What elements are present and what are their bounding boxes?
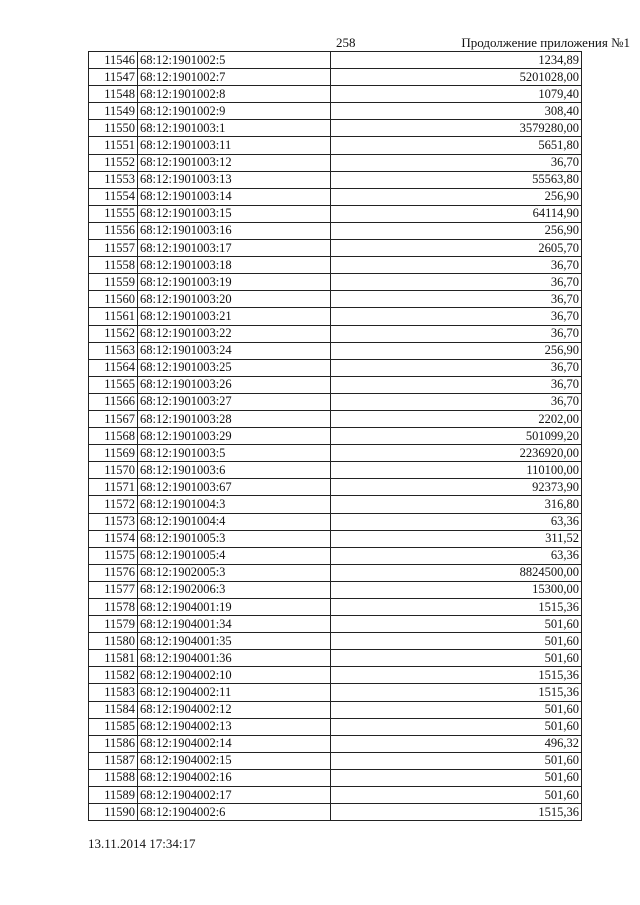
row-number-cell: 11589 xyxy=(89,787,138,804)
table-row xyxy=(89,701,582,718)
value-cell: 501,60 xyxy=(331,633,582,650)
table-row xyxy=(89,735,582,752)
value-cell: 36,70 xyxy=(331,393,582,410)
table-row xyxy=(89,650,582,667)
value-cell: 36,70 xyxy=(331,154,582,171)
value-cell: 36,70 xyxy=(331,325,582,342)
row-number-cell: 11555 xyxy=(89,205,138,222)
table-row xyxy=(89,86,582,103)
page-number: 258 xyxy=(336,35,356,50)
table-row xyxy=(89,633,582,650)
cadastral-number-cell: 68:12:1901002:8 xyxy=(138,86,331,103)
cadastral-number-cell: 68:12:1904002:10 xyxy=(138,667,331,684)
row-number-cell: 11571 xyxy=(89,479,138,496)
value-cell: 496,32 xyxy=(331,735,582,752)
row-number-cell: 11564 xyxy=(89,359,138,376)
row-number-cell: 11580 xyxy=(89,633,138,650)
cadastral-number-cell: 68:12:1901003:67 xyxy=(138,479,331,496)
cadastral-number-cell: 68:12:1901003:17 xyxy=(138,240,331,257)
cadastral-number-cell: 68:12:1901003:11 xyxy=(138,137,331,154)
cadastral-number-cell: 68:12:1904001:35 xyxy=(138,633,331,650)
row-number-cell: 11552 xyxy=(89,154,138,171)
table-row xyxy=(89,188,582,205)
cadastral-number-cell: 68:12:1901003:14 xyxy=(138,188,331,205)
row-number-cell: 11577 xyxy=(89,581,138,598)
cadastral-number-cell: 68:12:1901003:6 xyxy=(138,462,331,479)
cadastral-number-cell: 68:12:1901003:21 xyxy=(138,308,331,325)
table-row xyxy=(89,257,582,274)
row-number-cell: 11572 xyxy=(89,496,138,513)
row-number-cell: 11585 xyxy=(89,718,138,735)
cadastral-number-cell: 68:12:1901003:29 xyxy=(138,428,331,445)
table-row xyxy=(89,137,582,154)
value-cell: 2202,00 xyxy=(331,410,582,427)
table-row xyxy=(89,479,582,496)
cadastral-number-cell: 68:12:1904002:14 xyxy=(138,735,331,752)
cadastral-number-cell: 68:12:1901003:26 xyxy=(138,376,331,393)
cadastral-number-cell: 68:12:1901004:3 xyxy=(138,496,331,513)
cadastral-number-cell: 68:12:1901003:18 xyxy=(138,257,331,274)
row-number-cell: 11575 xyxy=(89,547,138,564)
value-cell: 36,70 xyxy=(331,308,582,325)
value-cell: 501,60 xyxy=(331,752,582,769)
value-cell: 501,60 xyxy=(331,769,582,786)
table-row xyxy=(89,205,582,222)
cadastral-number-cell: 68:12:1901003:16 xyxy=(138,222,331,239)
table-row xyxy=(89,342,582,359)
cadastral-number-cell: 68:12:1901003:27 xyxy=(138,393,331,410)
value-cell: 256,90 xyxy=(331,342,582,359)
row-number-cell: 11567 xyxy=(89,410,138,427)
cadastral-number-cell: 68:12:1901003:24 xyxy=(138,342,331,359)
cadastral-number-cell: 68:12:1901003:5 xyxy=(138,445,331,462)
value-cell: 5201028,00 xyxy=(331,69,582,86)
cadastral-number-cell: 68:12:1901003:28 xyxy=(138,410,331,427)
table-row xyxy=(89,120,582,137)
row-number-cell: 11568 xyxy=(89,428,138,445)
cadastral-number-cell: 68:12:1901005:3 xyxy=(138,530,331,547)
cadastral-number-cell: 68:12:1901005:4 xyxy=(138,547,331,564)
cadastral-number-cell: 68:12:1904001:36 xyxy=(138,650,331,667)
cadastral-number-cell: 68:12:1901003:25 xyxy=(138,359,331,376)
row-number-cell: 11549 xyxy=(89,103,138,120)
value-cell: 63,36 xyxy=(331,547,582,564)
value-cell: 256,90 xyxy=(331,188,582,205)
row-number-cell: 11562 xyxy=(89,325,138,342)
table-row xyxy=(89,393,582,410)
table-row xyxy=(89,752,582,769)
value-cell: 5651,80 xyxy=(331,137,582,154)
page-header-title: Продолжение приложения №1 xyxy=(461,35,630,50)
row-number-cell: 11584 xyxy=(89,701,138,718)
table-row xyxy=(89,428,582,445)
table-row xyxy=(89,547,582,564)
value-cell: 501,60 xyxy=(331,701,582,718)
cadastral-number-cell: 68:12:1901003:20 xyxy=(138,291,331,308)
value-cell: 501,60 xyxy=(331,787,582,804)
row-number-cell: 11548 xyxy=(89,86,138,103)
row-number-cell: 11550 xyxy=(89,120,138,137)
table-row xyxy=(89,69,582,86)
cadastral-number-cell: 68:12:1901003:1 xyxy=(138,120,331,137)
table-row xyxy=(89,410,582,427)
value-cell: 501,60 xyxy=(331,718,582,735)
row-number-cell: 11579 xyxy=(89,616,138,633)
row-number-cell: 11583 xyxy=(89,684,138,701)
value-cell: 110100,00 xyxy=(331,462,582,479)
row-number-cell: 11588 xyxy=(89,769,138,786)
cadastral-number-cell: 68:12:1902005:3 xyxy=(138,564,331,581)
row-number-cell: 11569 xyxy=(89,445,138,462)
footer-timestamp: 13.11.2014 17:34:17 xyxy=(88,836,196,851)
value-cell: 2236920,00 xyxy=(331,445,582,462)
row-number-cell: 11554 xyxy=(89,188,138,205)
row-number-cell: 11570 xyxy=(89,462,138,479)
row-number-cell: 11565 xyxy=(89,376,138,393)
value-cell: 36,70 xyxy=(331,376,582,393)
row-number-cell: 11576 xyxy=(89,564,138,581)
cadastral-number-cell: 68:12:1901004:4 xyxy=(138,513,331,530)
row-number-cell: 11563 xyxy=(89,342,138,359)
cadastral-number-cell: 68:12:1901002:7 xyxy=(138,69,331,86)
table-row xyxy=(89,103,582,120)
value-cell: 316,80 xyxy=(331,496,582,513)
table-row xyxy=(89,274,582,291)
cadastral-number-cell: 68:12:1902006:3 xyxy=(138,581,331,598)
value-cell: 311,52 xyxy=(331,530,582,547)
cadastral-number-cell: 68:12:1904002:16 xyxy=(138,769,331,786)
row-number-cell: 11566 xyxy=(89,393,138,410)
cadastral-number-cell: 68:12:1904002:12 xyxy=(138,701,331,718)
value-cell: 15300,00 xyxy=(331,581,582,598)
row-number-cell: 11574 xyxy=(89,530,138,547)
row-number-cell: 11558 xyxy=(89,257,138,274)
cadastral-number-cell: 68:12:1901003:22 xyxy=(138,325,331,342)
table-row xyxy=(89,718,582,735)
table-row xyxy=(89,581,582,598)
table-row xyxy=(89,769,582,786)
cadastral-number-cell: 68:12:1904002:17 xyxy=(138,787,331,804)
row-number-cell: 11587 xyxy=(89,752,138,769)
cadastral-number-cell: 68:12:1904001:34 xyxy=(138,616,331,633)
table-row xyxy=(89,154,582,171)
value-cell: 1515,36 xyxy=(331,667,582,684)
value-cell: 92373,90 xyxy=(331,479,582,496)
cadastral-number-cell: 68:12:1901003:19 xyxy=(138,274,331,291)
cadastral-number-cell: 68:12:1904002:13 xyxy=(138,718,331,735)
table-row xyxy=(89,291,582,308)
table-row xyxy=(89,445,582,462)
value-cell: 36,70 xyxy=(331,257,582,274)
table-row xyxy=(89,513,582,530)
registry-table xyxy=(88,51,582,821)
table-row xyxy=(89,171,582,188)
value-cell: 1079,40 xyxy=(331,86,582,103)
cadastral-number-cell: 68:12:1901003:15 xyxy=(138,205,331,222)
table-row xyxy=(89,325,582,342)
value-cell: 2605,70 xyxy=(331,240,582,257)
value-cell: 1515,36 xyxy=(331,804,582,821)
value-cell: 3579280,00 xyxy=(331,120,582,137)
table-row xyxy=(89,240,582,257)
table-row xyxy=(89,359,582,376)
row-number-cell: 11590 xyxy=(89,804,138,821)
table-row xyxy=(89,616,582,633)
row-number-cell: 11573 xyxy=(89,513,138,530)
row-number-cell: 11578 xyxy=(89,599,138,616)
row-number-cell: 11551 xyxy=(89,137,138,154)
table-row xyxy=(89,599,582,616)
cadastral-number-cell: 68:12:1901002:5 xyxy=(138,52,331,69)
table-row xyxy=(89,530,582,547)
value-cell: 55563,80 xyxy=(331,171,582,188)
table-row xyxy=(89,376,582,393)
cadastral-number-cell: 68:12:1904001:19 xyxy=(138,599,331,616)
cadastral-number-cell: 68:12:1904002:11 xyxy=(138,684,331,701)
row-number-cell: 11546 xyxy=(89,52,138,69)
table-row xyxy=(89,496,582,513)
table-row xyxy=(89,684,582,701)
row-number-cell: 11559 xyxy=(89,274,138,291)
table-row xyxy=(89,804,582,821)
value-cell: 256,90 xyxy=(331,222,582,239)
value-cell: 36,70 xyxy=(331,359,582,376)
cadastral-number-cell: 68:12:1901003:12 xyxy=(138,154,331,171)
value-cell: 501099,20 xyxy=(331,428,582,445)
table-row xyxy=(89,222,582,239)
value-cell: 8824500,00 xyxy=(331,564,582,581)
row-number-cell: 11561 xyxy=(89,308,138,325)
cadastral-number-cell: 68:12:1901003:13 xyxy=(138,171,331,188)
value-cell: 501,60 xyxy=(331,650,582,667)
table-row xyxy=(89,308,582,325)
table-row xyxy=(89,667,582,684)
row-number-cell: 11582 xyxy=(89,667,138,684)
table-row xyxy=(89,564,582,581)
row-number-cell: 11560 xyxy=(89,291,138,308)
table-body xyxy=(89,52,582,821)
row-number-cell: 11581 xyxy=(89,650,138,667)
value-cell: 64114,90 xyxy=(331,205,582,222)
cadastral-number-cell: 68:12:1901002:9 xyxy=(138,103,331,120)
value-cell: 501,60 xyxy=(331,616,582,633)
table-row xyxy=(89,462,582,479)
value-cell: 1234,89 xyxy=(331,52,582,69)
value-cell: 308,40 xyxy=(331,103,582,120)
value-cell: 1515,36 xyxy=(331,684,582,701)
cadastral-number-cell: 68:12:1904002:15 xyxy=(138,752,331,769)
cadastral-number-cell: 68:12:1904002:6 xyxy=(138,804,331,821)
row-number-cell: 11556 xyxy=(89,222,138,239)
value-cell: 36,70 xyxy=(331,274,582,291)
row-number-cell: 11586 xyxy=(89,735,138,752)
row-number-cell: 11553 xyxy=(89,171,138,188)
value-cell: 36,70 xyxy=(331,291,582,308)
value-cell: 63,36 xyxy=(331,513,582,530)
row-number-cell: 11547 xyxy=(89,69,138,86)
table-row xyxy=(89,787,582,804)
row-number-cell: 11557 xyxy=(89,240,138,257)
table-row xyxy=(89,52,582,69)
value-cell: 1515,36 xyxy=(331,599,582,616)
